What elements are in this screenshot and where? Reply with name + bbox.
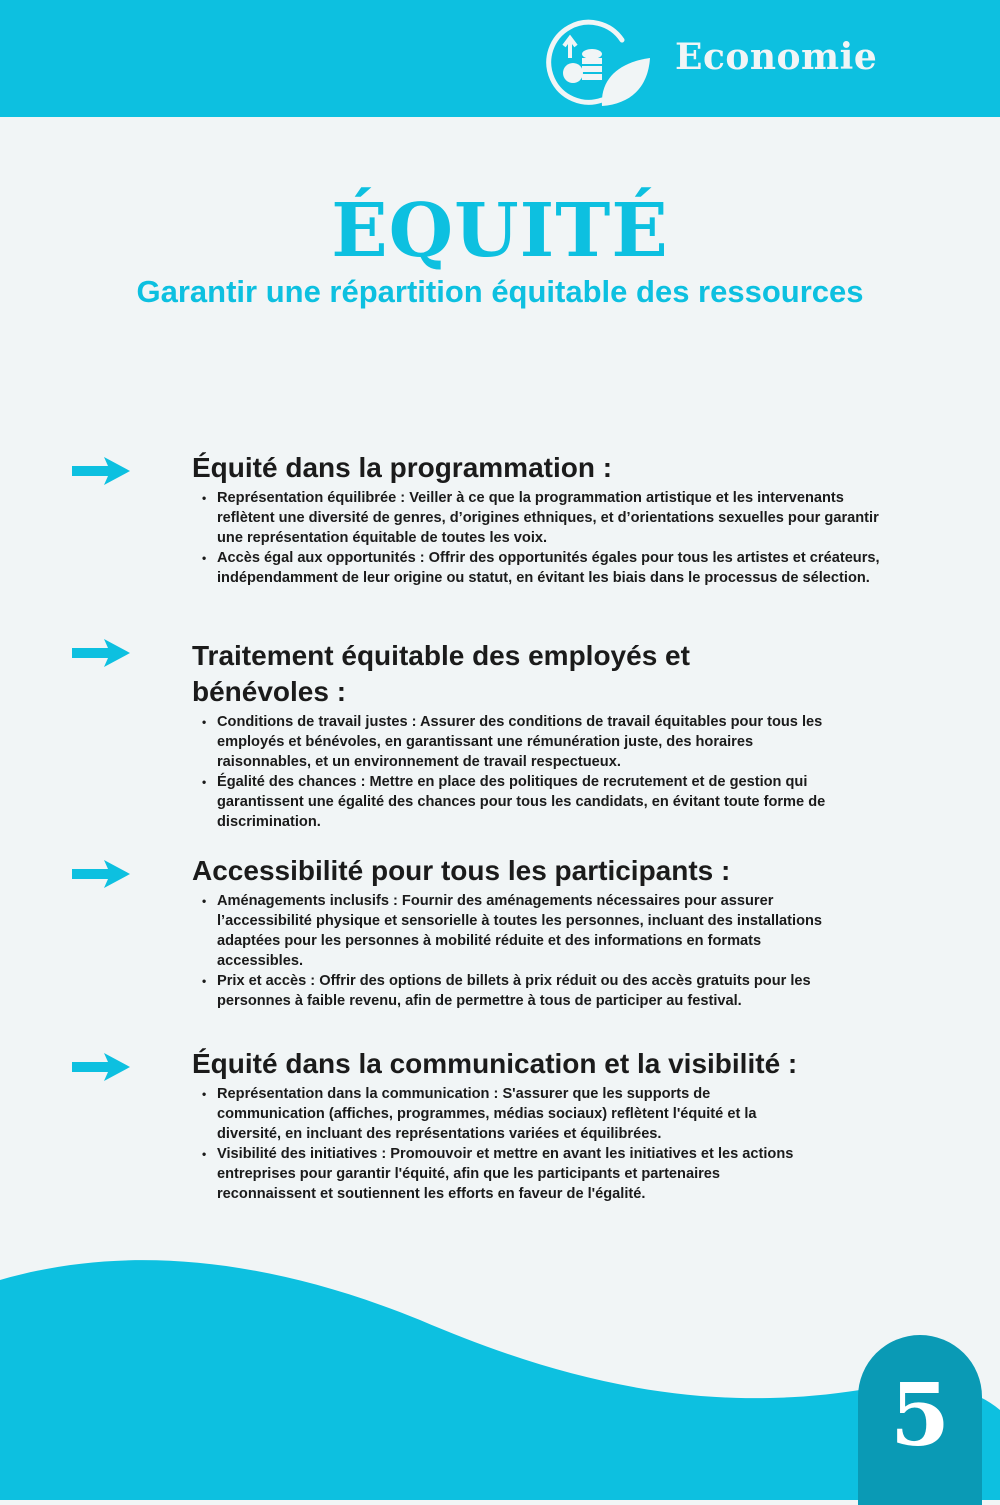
list-item: • Aménagements inclusifs : Fournir des aménagements nécessaires pour assurer l’accessibilité physique et sensorielle à toutes les personnes, incluant des installations adaptées pour les personnes à mobilité réduite et des informations en formats accessibles. bbox=[217, 891, 832, 971]
page-number-badge bbox=[858, 1335, 982, 1505]
list-item: • Représentation équilibrée : Veiller à ce que la programmation artistique et les intervenants reflètent une diversité de genres, d’origines ethniques, et d’orientations sexuelles pour garantir une représentation équitable de toutes les voix. bbox=[217, 488, 882, 548]
page-number: 5 bbox=[890, 1365, 950, 1466]
decorative-wave bbox=[0, 1240, 1000, 1500]
brand-name: Economie bbox=[675, 36, 878, 78]
section-employes bbox=[192, 638, 826, 832]
arrow-icon bbox=[70, 455, 132, 487]
economy-leaf-coins-icon bbox=[540, 18, 650, 108]
section-heading: Accessibilité pour tous les participants : bbox=[192, 855, 731, 886]
page-title: ÉQUITÉ bbox=[331, 188, 669, 274]
list-item: • Égalité des chances : Mettre en place des politiques de recrutement et de gestion qui garantissent une égalité des chances pour tous les candidats, en évitant toute forme de discrimination. bbox=[217, 772, 832, 832]
arrow-icon bbox=[70, 858, 132, 890]
section-communication bbox=[192, 1046, 872, 1204]
list-item: • Prix et accès : Offrir des options de billets à prix réduit ou des accès gratuits pour les personnes à faible revenu, afin de permettre à tous de participer au festival. bbox=[217, 971, 832, 1011]
section-accessibilite bbox=[192, 853, 832, 1011]
list-item: • Accès égal aux opportunités : Offrir des opportunités égales pour tous les artistes et créateurs, indépendamment de leur origine ou statut, en évitant les biais dans le processus de sélection. bbox=[217, 548, 882, 588]
section-heading: Équité dans la programmation : bbox=[192, 452, 613, 483]
page-subtitle: Garantir une répartition équitable des ressources bbox=[136, 274, 864, 309]
section-heading: Traitement équitable des employés et bénévoles : bbox=[192, 640, 690, 707]
arrow-icon bbox=[70, 1051, 132, 1083]
arrow-icon bbox=[70, 637, 132, 669]
section-heading: Équité dans la communication et la visibilité : bbox=[192, 1048, 798, 1079]
section-programmation bbox=[192, 450, 882, 588]
list-item: • Représentation dans la communication : S'assurer que les supports de communication (affiches, programmes, médias sociaux) reflètent l'équité et la diversité, en incluant des représentations variées et équilibrées. bbox=[217, 1084, 817, 1144]
header-bar bbox=[0, 0, 1000, 117]
list-item: • Conditions de travail justes : Assurer des conditions de travail équitables pour tous les employés et bénévoles, en garantissant une rémunération juste, des horaires raisonnables, et un environnement de travail respectueux. bbox=[217, 712, 832, 772]
list-item: • Visibilité des initiatives : Promouvoir et mettre en avant les initiatives et les actions entreprises pour garantir l'équité, afin que les participants et partenaires reconnaissent et soutiennent les efforts en faveur de l'égalité. bbox=[217, 1144, 817, 1204]
